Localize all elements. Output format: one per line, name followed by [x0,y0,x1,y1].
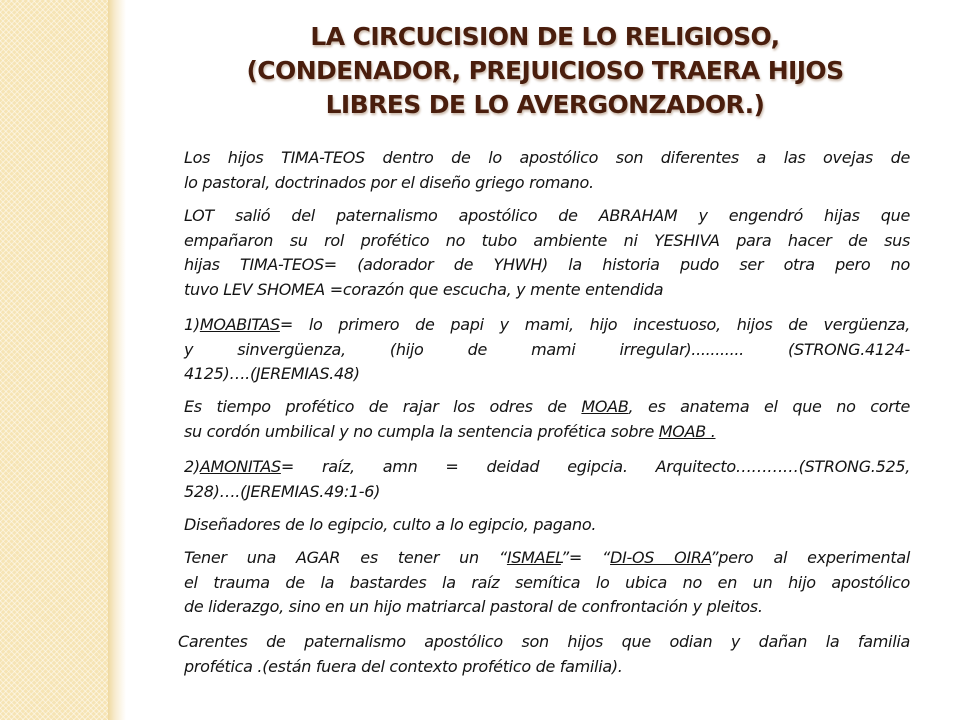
paragraph-4-text-cont: , es anatema el que no corte [628,397,910,416]
paragraph-4-line-2-text: su cordón umbilical y no cumpla la sentencia profética sobre [184,421,659,441]
amonitas-term: AMONITAS [199,457,281,476]
paragraph-8-line-1: Carentes de paternalismo apostólico son hijos que odian y dañan la familia [178,632,910,651]
paragraph-4 [184,395,910,444]
moabitas-definition: = lo primero de papi y mami, hijo incestuoso, hijos de vergüenza, [279,315,910,334]
paragraph-1-line-2: lo pastoral, doctrinados por el diseño griego romano. [184,172,594,192]
paragraph-8-line-2: profética .(están fuera del contexto profético de familia). [184,656,623,676]
sidebar-shadow-edge [108,0,126,720]
paragraph-6-line-1: Diseñadores de lo egipcio, culto a lo egipcio, pagano. [184,515,597,534]
moabitas-term: MOABITAS [199,315,280,334]
paragraph-8 [178,630,910,679]
paragraph-7 [184,546,910,620]
paragraph-5-line-1 [184,455,910,480]
paragraph-7-line-3: de liderazgo, sino en un hijo matriarcal pastoral de confrontación y pleitos. [184,597,763,616]
list-number-2: 2) [184,457,200,476]
paragraph-2-line-2: empañaron su rol profético no tubo ambiente ni YESHIVA para hacer de sus [184,230,910,250]
paragraph-4-line-2 [184,420,910,445]
paragraph-4-line-1 [184,395,910,420]
paragraph-6 [184,513,910,538]
slide-title [150,20,940,122]
paragraph-3-line-2: y sinvergüenza, (hijo de mami irregular)........... (STRONG.4124- [184,339,910,359]
paragraph-3-line-3: 4125)….(JEREMIAS.48) [184,364,360,383]
amonitas-definition: = raíz, amn = deidad egipcia. Arquitecto…………(STRONG.525, [280,457,910,476]
paragraph-7-text-b: ”= “ [560,548,611,567]
paragraph-3 [184,313,910,387]
paragraph-2-line-4: tuvo LEV SHOMEA =corazón que escucha, y mente entendida [184,279,664,299]
paragraph-2-line-1: LOT salió del paternalismo apostólico de ABRAHAM y engendró hijas que [184,206,910,225]
paragraph-1-line-1: Los hijos TIMA-TEOS dentro de lo apostólico son diferentes a las ovejas de [184,148,910,167]
decorative-sidebar [0,0,108,720]
paragraph-7-text-c: ”pero al experimental [710,548,910,567]
paragraph-7-line-2: el trauma de la bastardes la raíz semítica lo ubica no en un hijo apostólico [184,572,910,592]
paragraph-7-text-a: Tener una AGAR es tener un “ [184,548,507,567]
paragraph-2 [184,204,910,302]
moab-term-2: MOAB . [658,421,716,441]
moab-term: MOAB [581,397,629,416]
paragraph-7-line-1 [184,546,910,571]
paragraph-5-line-2: 528)….(JEREMIAS.49:1-6) [184,481,381,501]
paragraph-1 [184,146,910,195]
paragraph-2-line-3: hijas TIMA-TEOS= (adorador de YHWH) la historia pudo ser otra pero no [184,255,910,274]
paragraph-4-text: Es tiempo profético de rajar los odres de [184,397,582,416]
di-os-oira-term: DI-OS OIRA [610,548,711,567]
paragraph-3-line-1 [184,313,910,338]
paragraph-5 [184,455,910,504]
title-line-2: (CONDENADOR, PREJUICIOSO TRAERA HIJOS [246,56,844,85]
list-number: 1) [184,315,200,334]
title-line-1: LA CIRCUCISION DE LO RELIGIOSO, [310,22,780,51]
title-line-3: LIBRES DE LO AVERGONZADOR.) [325,90,765,119]
ismael-term: ISMAEL [506,548,561,567]
